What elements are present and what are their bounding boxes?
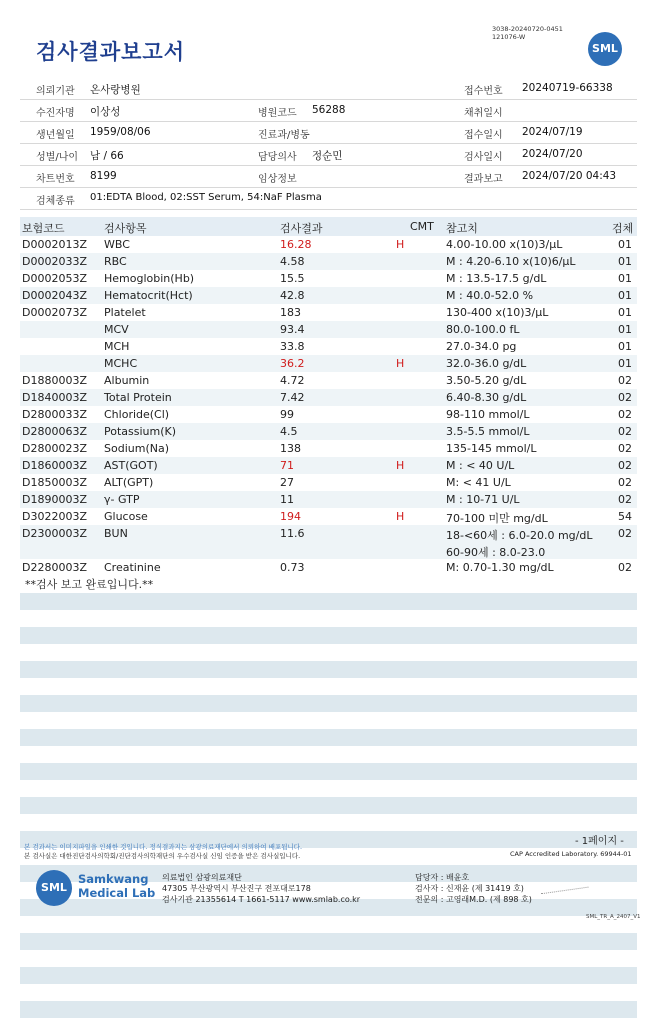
- cell-spec: 02: [618, 425, 632, 438]
- cell-result: 0.73: [280, 561, 305, 574]
- staff-info: 담당자 : 배윤호 검사자 : 신재윤 (제 31419 호) 전문의 : 고영래M.D. (제 898 호): [415, 873, 532, 904]
- cell-ref: 130-400 x(10)3/μL: [446, 306, 549, 319]
- cell-result: 7.42: [280, 391, 305, 404]
- cell-item: Total Protein: [104, 391, 172, 404]
- disclaimer-2: 본 검사실은 대한진단검사의학회/진단검사의학재단의 우수검사실 신임 인증을 받은 검사실입니다.: [24, 852, 301, 860]
- cell-flag: H: [396, 459, 405, 472]
- table-row: [20, 287, 637, 304]
- cell-code: D2800063Z: [22, 425, 87, 438]
- cell-result: 16.28: [280, 238, 312, 251]
- cell-ref: M : < 40 U/L: [446, 459, 515, 472]
- report-date-value: 2024/07/20 04:43: [522, 170, 617, 182]
- cap-accreditation: CAP Accredited Laboratory. 69944-01: [510, 850, 632, 858]
- cell-spec: 01: [618, 357, 632, 370]
- cell-code: D1880003Z: [22, 374, 87, 387]
- cell-spec: 01: [618, 272, 632, 285]
- info-row: 성별/나이 남 / 66 담당의사 정순민 검사일시 2024/07/20: [20, 144, 637, 166]
- receipt-no-value: 20240719-66338: [522, 82, 613, 94]
- info-row: 검체종류 01:EDTA Blood, 02:SST Serum, 54:NaF Plasma: [20, 188, 637, 210]
- cell-ref: 98-110 mmol/L: [446, 408, 530, 421]
- cell-item: Hematocrit(Hct): [104, 289, 193, 302]
- cell-ref: M: < 41 U/L: [446, 476, 511, 489]
- disclaimer-1: 본 검과서는 이미지파일을 인쇄한 것입니다. 정식결과지는 삼광의료재단에서 의뢰하여 배포됩니다.: [24, 843, 303, 851]
- cell-item: RBC: [104, 255, 127, 268]
- cell-result: 93.4: [280, 323, 305, 336]
- cell-spec: 01: [618, 323, 632, 336]
- samkwang-logo-text: Samkwang Medical Lab: [78, 872, 156, 900]
- cell-spec: 02: [618, 476, 632, 489]
- cell-item: Glucose: [104, 510, 148, 523]
- table-row: [20, 525, 637, 559]
- info-row: 차트번호 8199 임상정보 결과보고 2024/07/20 04:43: [20, 166, 637, 188]
- page-title: 검사결과보고서: [36, 40, 186, 64]
- cell-code: D2280003Z: [22, 561, 87, 574]
- cell-item: AST(GOT): [104, 459, 158, 472]
- cell-result: 4.58: [280, 255, 305, 268]
- table-row: [20, 457, 637, 474]
- cell-result: 11.6: [280, 527, 305, 540]
- samkwang-logo-icon: SML: [36, 870, 72, 906]
- empty-row-band: [20, 933, 637, 950]
- cell-item: MCH: [104, 340, 130, 353]
- table-row: [20, 321, 637, 338]
- cell-spec: 54: [618, 510, 632, 523]
- table-row: [20, 389, 637, 406]
- cell-ref: 6.40-8.30 g/dL: [446, 391, 527, 404]
- patient-name-value: 이상성: [90, 106, 121, 118]
- institution-value: 온사랑병원: [90, 84, 141, 96]
- cell-result: 71: [280, 459, 294, 472]
- empty-row-band: [20, 1001, 637, 1018]
- cell-spec: 02: [618, 527, 632, 540]
- patient-info-block: [20, 78, 637, 210]
- cell-result: 99: [280, 408, 294, 421]
- cell-code: D0002043Z: [22, 289, 87, 302]
- cell-item: ALT(GPT): [104, 476, 154, 489]
- cell-ref: M : 40.0-52.0 %: [446, 289, 534, 302]
- cell-spec: 01: [618, 306, 632, 319]
- cell-result: 194: [280, 510, 301, 523]
- empty-row-band: [20, 627, 637, 644]
- cell-ref: 80.0-100.0 fL: [446, 323, 520, 336]
- table-row: [20, 440, 637, 457]
- cell-result: 4.72: [280, 374, 305, 387]
- cell-result: 11: [280, 493, 294, 506]
- cell-code: D1890003Z: [22, 493, 87, 506]
- cell-spec: 01: [618, 340, 632, 353]
- empty-row-band: [20, 967, 637, 984]
- cell-spec: 02: [618, 561, 632, 574]
- table-row: [20, 355, 637, 372]
- cell-result: 138: [280, 442, 301, 455]
- cell-code: D1850003Z: [22, 476, 87, 489]
- cell-ref: 32.0-36.0 g/dL: [446, 357, 527, 370]
- cell-ref: M : 13.5-17.5 g/dL: [446, 272, 547, 285]
- cell-ref: 4.00-10.00 x(10)3/μL: [446, 238, 563, 251]
- cell-code: D0002013Z: [22, 238, 87, 251]
- cell-result: 15.5: [280, 272, 305, 285]
- cell-spec: 02: [618, 408, 632, 421]
- form-code: SML_TR_A_2407_V1: [586, 914, 641, 920]
- empty-row-band: [20, 729, 637, 746]
- empty-row-band: [20, 763, 637, 780]
- hospital-code-value: 56288: [312, 104, 346, 116]
- cell-code: D0002053Z: [22, 272, 87, 285]
- specimen-value: 01:EDTA Blood, 02:SST Serum, 54:NaF Plasma: [90, 192, 322, 203]
- table-row: [20, 491, 637, 508]
- receipt-date-value: 2024/07/19: [522, 126, 583, 138]
- cell-spec: 02: [618, 442, 632, 455]
- cell-spec: 02: [618, 459, 632, 472]
- info-row: 의뢰기관 온사랑병원 접수번호 20240719-66338: [20, 78, 637, 100]
- cell-item: Potassium(K): [104, 425, 177, 438]
- empty-row-band: [20, 661, 637, 678]
- cell-item: Albumin: [104, 374, 150, 387]
- cell-code: D1860003Z: [22, 459, 87, 472]
- sml-logo: SML: [588, 32, 622, 66]
- cell-ref: 70-100 미만 mg/dL: [446, 512, 548, 525]
- cell-code: D1840003Z: [22, 391, 87, 404]
- empty-row-band: [20, 593, 637, 610]
- table-row: [20, 474, 637, 491]
- table-row: [20, 423, 637, 440]
- table-row: [20, 559, 637, 576]
- report-complete-note: **검사 보고 완료입니다.**: [25, 578, 154, 591]
- cell-code: D3022003Z: [22, 510, 87, 523]
- cell-result: 183: [280, 306, 301, 319]
- cell-item: γ- GTP: [104, 493, 140, 506]
- cell-ref: 3.5-5.5 mmol/L: [446, 425, 530, 438]
- cell-ref-line2: 60-90세 : 8.0-23.0: [446, 546, 546, 559]
- document-id: 3038-20240720-0451 121076-W: [492, 25, 563, 41]
- test-date-value: 2024/07/20: [522, 148, 583, 160]
- table-row: [20, 338, 637, 355]
- cell-item: Sodium(Na): [104, 442, 169, 455]
- results-table-header: 보험코드 검사항목 검사결과 CMT 참고치 검체: [20, 217, 637, 236]
- cell-item: Chloride(Cl): [104, 408, 170, 421]
- info-row: 생년월일 1959/08/06 진료과/병동 접수일시 2024/07/19: [20, 122, 637, 144]
- cell-item: Platelet: [104, 306, 146, 319]
- cell-item: BUN: [104, 527, 128, 540]
- cell-result: 33.8: [280, 340, 305, 353]
- info-row: 수진자명 이상성 병원코드 56288 채취일시: [20, 100, 637, 122]
- table-row: [20, 236, 637, 253]
- cell-ref: 27.0-34.0 pg: [446, 340, 517, 353]
- table-row: [20, 372, 637, 389]
- cell-code: D0002073Z: [22, 306, 87, 319]
- empty-row-band: [20, 797, 637, 814]
- cell-item: MCV: [104, 323, 129, 336]
- table-row: [20, 406, 637, 423]
- cell-ref: 18-<60세 : 6.0-20.0 mg/dL: [446, 529, 593, 542]
- cell-spec: 01: [618, 255, 632, 268]
- cell-ref: 135-145 mmol/L: [446, 442, 537, 455]
- cell-item: Hemoglobin(Hb): [104, 272, 195, 285]
- cell-flag: H: [396, 510, 405, 523]
- cell-spec: 02: [618, 391, 632, 404]
- cell-spec: 02: [618, 493, 632, 506]
- cell-result: 27: [280, 476, 294, 489]
- cell-ref: M : 10-71 U/L: [446, 493, 520, 506]
- organization-info: 의료법인 삼광의료재단 47305 부산광역시 부산진구 전포대로178 검사기관 21355614 T 1661-5117 www.smlab.co.kr: [162, 873, 361, 904]
- cell-code: D0002033Z: [22, 255, 87, 268]
- table-row: [20, 270, 637, 287]
- chart-no-value: 8199: [90, 170, 117, 182]
- table-row: [20, 253, 637, 270]
- cell-ref: M: 0.70-1.30 mg/dL: [446, 561, 554, 574]
- cell-code: D2800033Z: [22, 408, 87, 421]
- cell-flag: H: [396, 357, 405, 370]
- page-number: - 1페이지 -: [575, 836, 624, 847]
- cell-code: D2800023Z: [22, 442, 87, 455]
- table-row: [20, 508, 637, 525]
- cell-item: Creatinine: [104, 561, 161, 574]
- table-row: [20, 304, 637, 321]
- sex-age-value: 남 / 66: [90, 150, 124, 162]
- empty-row-band: [20, 695, 637, 712]
- doctor-value: 정순민: [312, 150, 343, 162]
- dob-value: 1959/08/06: [90, 126, 151, 138]
- cell-result: 4.5: [280, 425, 298, 438]
- cell-item: WBC: [104, 238, 130, 251]
- cell-item: MCHC: [104, 357, 138, 370]
- cell-ref: M : 4.20-6.10 x(10)6/μL: [446, 255, 576, 268]
- cell-flag: H: [396, 238, 405, 251]
- cell-result: 42.8: [280, 289, 305, 302]
- cell-code: D2300003Z: [22, 527, 87, 540]
- cell-spec: 02: [618, 374, 632, 387]
- cell-spec: 01: [618, 238, 632, 251]
- cell-ref: 3.50-5.20 g/dL: [446, 374, 527, 387]
- cell-spec: 01: [618, 289, 632, 302]
- cell-result: 36.2: [280, 357, 305, 370]
